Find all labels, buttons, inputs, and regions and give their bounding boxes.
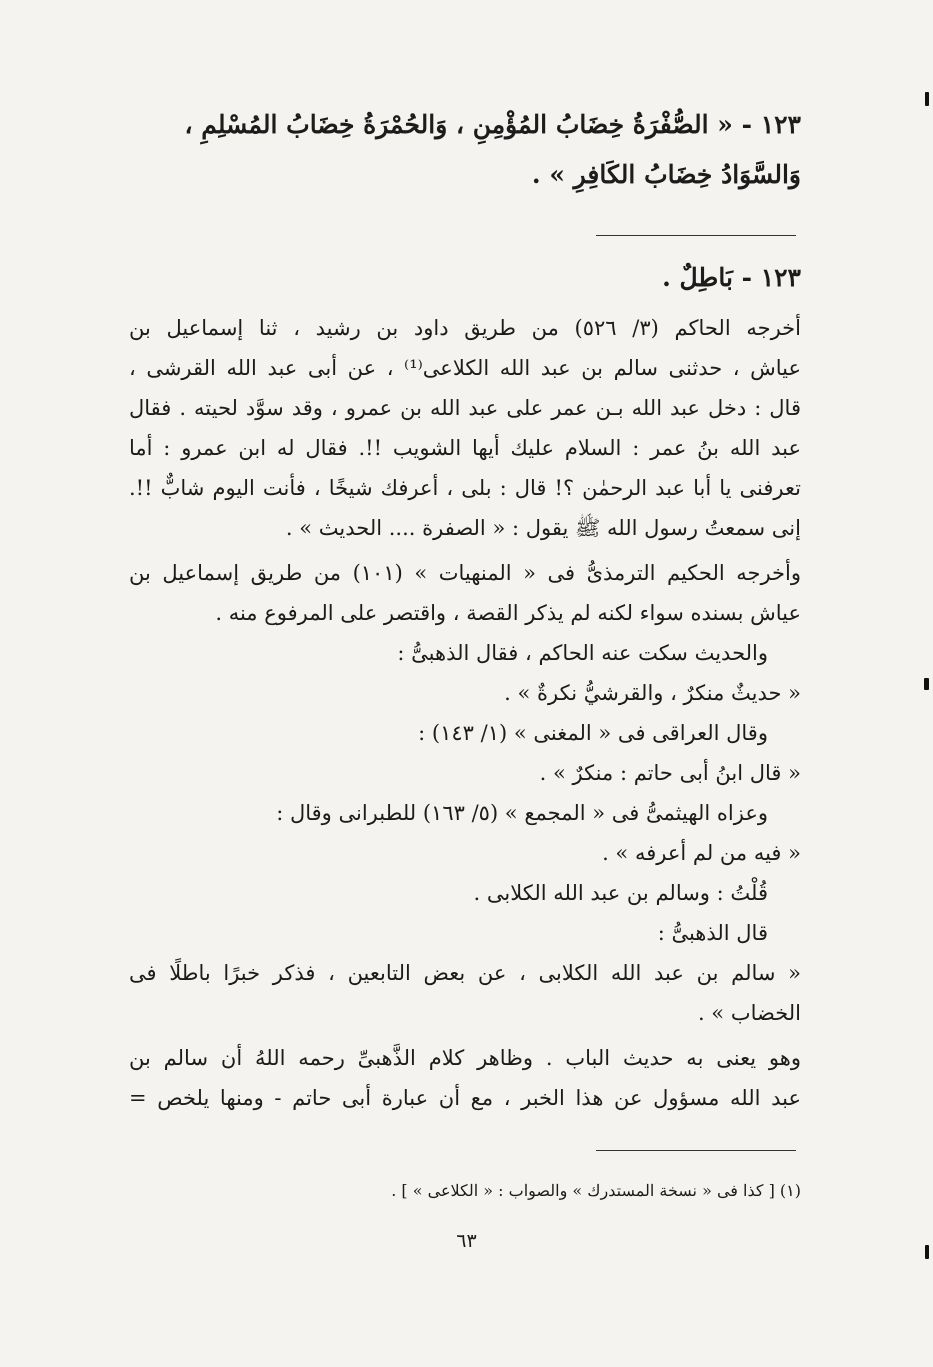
body-line: عبد الله بنُ عمر : السلام عليك أيها الشويب !!. فقال له ابن عمرو : أما [129, 436, 801, 460]
quote-line: « سالم بن عبد الله الكلابى ، عن بعض التابعين ، فذكر خبرًا باطلًا فى [129, 961, 801, 985]
body-line: وقال العراقى فى « المغنى » (١/ ١٤٣) : [418, 721, 768, 745]
body-line: أخرجه الحاكم (٣/ ٥٢٦) من طريق داود بن رشيد ، ثنا إسماعيل بن [129, 316, 801, 340]
body-line: قال الذهبىُّ : [657, 921, 768, 945]
hadith-heading-line-1: ١٢٣ - « الصُّفْرَةُ خِضَابُ المُؤْمِنِ ، وَالحُمْرَةُ خِضَابُ المُسْلِمِ ، [184, 110, 801, 139]
body-line: عبد الله مسؤول عن هذا الخبر ، مع أن عبارة أبى حاتم - ومنها يلخص = [129, 1086, 801, 1110]
page-number: ٦٣ [456, 1230, 477, 1252]
hadith-heading-line-2: وَالسَّوَادُ خِضَابُ الكَافِرِ » . [531, 160, 801, 189]
qultu-line: قُلْتُ : وسالم بن عبد الله الكلابى . [473, 881, 768, 905]
scan-edge-mark [924, 678, 929, 690]
scan-edge-mark [925, 1245, 929, 1259]
quote-line: « قال ابنُ أبى حاتم : منكرٌ » . [539, 761, 801, 785]
scan-edge-mark [925, 92, 929, 106]
body-line: عياش ، حدثنى سالم بن عبد الله الكلاعى⁽¹⁾ ، عن أبى عبد الله القرشى ، [129, 356, 801, 380]
quote-line: « حديثٌ منكرٌ ، والقرشيُّ نكرةٌ » . [504, 681, 801, 705]
body-line: عياش بسنده سواء لكنه لم يذكر القصة ، واقتصر على المرفوع منه . [215, 601, 801, 625]
quote-line: الخضاب » . [697, 1001, 801, 1025]
body-line: وهو يعنى به حديث الباب . وظاهر كلام الذَّهبىِّ رحمه اللهُ أن سالم بن [129, 1046, 801, 1070]
quote-line: « فيه من لم أعرفه » . [602, 841, 801, 865]
body-line: وعزاه الهيثمىُّ فى « المجمع » (٥/ ١٦٣) للطبرانى وقال : [276, 801, 768, 825]
footnote-divider [596, 1150, 796, 1151]
body-line: قال : دخل عبد الله بـن عمر على عبد الله بن عمرو ، وقد سوَّد لحيته . فقال [129, 396, 801, 420]
body-line: والحديث سكت عنه الحاكم ، فقال الذهبىُّ : [397, 641, 768, 665]
footnote: (١) [ كذا فى « نسخة المستدرك » والصواب : « الكلاعى » ] . [391, 1181, 801, 1200]
body-line: وأخرجه الحكيم الترمذىُّ فى « المنهيات » (١٠١) من طريق إسماعيل بن [129, 561, 801, 585]
body-line: تعرفنى يا أبا عبد الرحمٰن ؟! قال : بلى ، أعرفك شيخًا ، فأنت اليوم شابٌّ !!. [129, 476, 801, 500]
verdict-heading: ١٢٣ - بَاطِلٌ . [662, 263, 801, 292]
section-divider [596, 235, 796, 236]
body-line: إنى سمعتُ رسول الله ﷺ يقول : « الصفرة .... الحديث » . [285, 516, 801, 540]
